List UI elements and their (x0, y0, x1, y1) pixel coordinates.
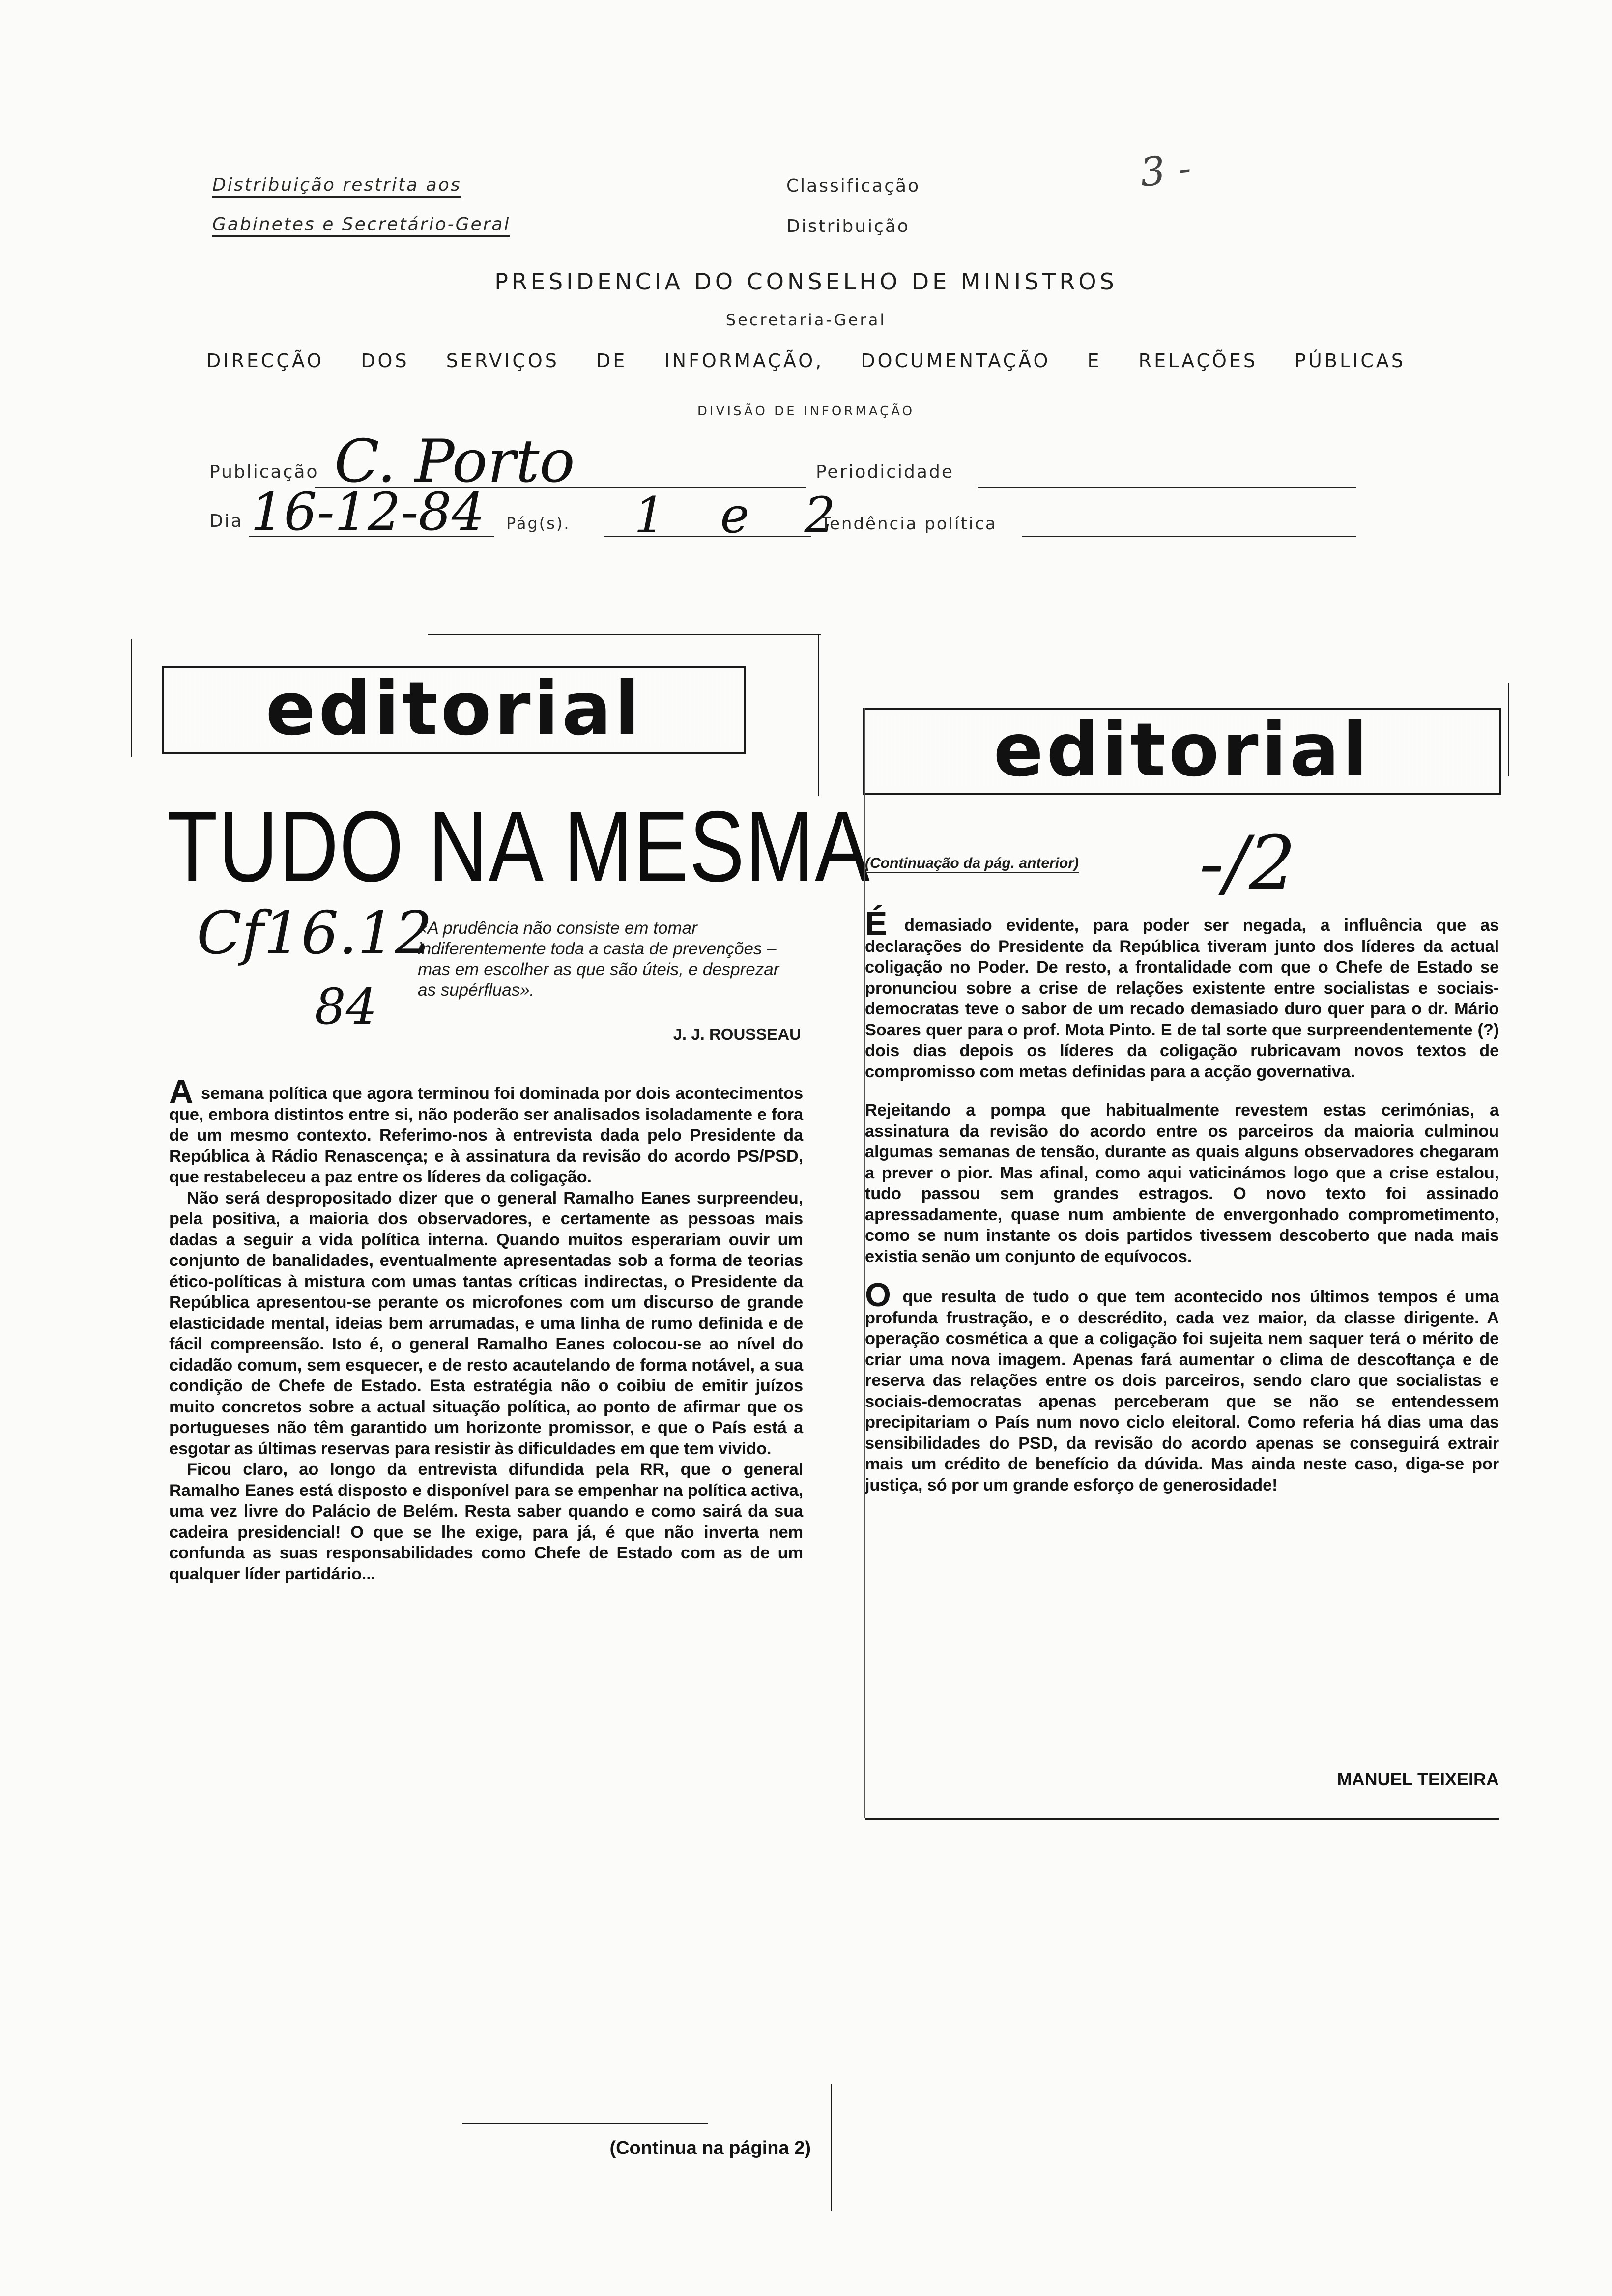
right-paragraph-1-text: demasiado evidente, para poder ser negada, a influência que as declarações do Presidente da República tiveram junto dos líderes da actual coligação no Poder. De resto, a frontalidade com que o Chefe de Estado se pronunciou sobre a crise de relações existente entre socialistas e sociais-democratas teve o sabor de um recado demasiado duro quer para o dr. Mário Soares quer para o prof. Mota Pinto. E de tal sorte que surpreendentemente (?) dois dias depois os líderes da coligação rubricavam novos textos de compromisso com metas definidas para a acção governativa. (865, 916, 1499, 1081)
division-label: DIVISÃO DE INFORMAÇÃO (697, 404, 915, 419)
right-editorial-logo: editorial (865, 714, 1499, 787)
pags-label: Pág(s). (506, 514, 571, 533)
tendencia-label: Tendência política (821, 514, 997, 534)
right-article-body (865, 905, 1499, 1495)
page-handwritten-mark: -/2 (1199, 821, 1296, 906)
directorate-word: DE (596, 350, 628, 372)
pags-value: 1 e 2 (634, 487, 855, 544)
publicacao-value: C. Porto (334, 428, 575, 496)
periodicidade-line (978, 487, 1356, 488)
left-article-body (169, 1073, 803, 1584)
right-editorial-banner (863, 708, 1501, 795)
directorate-word: INFORMAÇÃO, (664, 350, 824, 372)
page-title: PRESIDENCIA DO CONSELHO DE MINISTROS (494, 268, 1118, 295)
corner-handwritten-mark: 3 - (1138, 144, 1193, 196)
left-paragraph-2: Não será despropositado dizer que o general Ramalho Eanes surpreendeu, pela positiva, a maioria dos observadores, e certamente as pessoas mais dadas a seguir a vida política interna. Quando muitos esperariam ouvir um conjunto de banalidades, eventualmente apresentadas sob a forma de teorias ético-políticas à mistura com umas tantas críticas indirectas, o Presidente da República apresentou-se perante os microfones com um discurso de grande elasticidade mental, ideias bem arrumadas, e uma linha de rumo definida e de fácil compreensão. Isto é, o general Ramalho Eanes colocou-se ao nível do cidadão comum, sem esquecer, e de resto acautelando de forma notável, a sua condição de Chefe de Estado. Esta estratégia não o coibiu de emitir juízos muito concretos sobre a actual situação política, ao ponto de afirmar que os portugueses não têm garantido um horizonte promissor, e que o País está a esgotar as últimas reservas para resistir às dificuldades em que tem vivido. (169, 1188, 803, 1458)
left-margin-rule (131, 639, 132, 757)
directorate-word: RELAÇÕES (1138, 350, 1258, 372)
directorate-word: DOCUMENTAÇÃO (861, 350, 1051, 372)
directorate-word: E (1087, 350, 1102, 372)
left-article-top-rule (428, 634, 821, 635)
continuation-note: (Continuação da pág. anterior) (865, 855, 1079, 873)
restricted-distribution-line1: Distribuição restrita aos (212, 175, 461, 198)
right-paragraph-3-text: que resulta de tudo o que tem acontecido nos últimos tempos é uma profunda frustração, e o descrédito, cada vez maior, da classe dirigente. A operação cosmética a que a coligação foi sujeita nem saquer terá o mérito de criar uma nova imagem. Apenas fará aumentar o clima de descoftança e de reserva das relações entre os dois parceiros, sendo claro que socialistas e sociais-democratas apenas perceberam que se não se entendessem precipitariam o País num novo ciclo eleitoral. Como referia há dias uma das sensibilidades do PSD, da revisão do acordo apenas se conseguirá extrair mais um crédito de benefício da dúvida. Mas ainda neste caso, diga-se por justiça, só por um grande esforço de generosidade! (865, 1288, 1499, 1494)
right-paragraph-2: Rejeitando a pompa que habitualmente revestem estas cerimónias, a assinatura da revisão do acordo entre os parceiros da maioria culminou algumas semanas de tensão, durante as quais alguns observadores chegaram a prever o pior. Mas afinal, como aqui vaticinámos logo que a crise estalou, tudo passou sem grandes estragos. O novo texto foi assinado apressadamente, quase num ambiente de envergonhado comprometimento, como se num instante os dois partidos tivessem descoberto que nada mais existia senão um conjunto de equívocos. (865, 1101, 1499, 1266)
restricted-distribution-line2: Gabinetes e Secretário-Geral (212, 214, 510, 237)
continues-note: (Continua na página 2) (609, 2138, 811, 2158)
left-paragraph-1 (169, 1073, 803, 1188)
right-dropcap-3: O (865, 1276, 891, 1314)
directorate-word: PÚBLICAS (1295, 350, 1406, 372)
left-paragraph-1-text: semana política que agora terminou foi dominada por dois acontecimentos que, embora distintos entre si, não poderão ser analisados isoladamente e fora de um mesmo contexto. Referimo-nos à entrevista dada pelo Presidente da República à Rádio Renascença; e à assinatura da revisão do acordo PS/PSD, que restabeleceu a paz entre os líderes da coligação. (169, 1084, 803, 1186)
left-article-right-rule (818, 634, 819, 796)
right-margin-rule (1508, 683, 1509, 776)
handwritten-year-note: 84 (315, 978, 377, 1035)
dia-label: Dia (209, 511, 243, 531)
right-paragraph-1 (865, 905, 1499, 1082)
right-dropcap-1: É (865, 905, 888, 942)
epigraph-author: J. J. ROUSSEAU (673, 1025, 801, 1043)
left-dropcap: A (169, 1073, 193, 1110)
publicacao-label: Publicação (209, 462, 319, 482)
right-article-left-rule (864, 708, 865, 1818)
directorate-line (206, 350, 1406, 372)
article-author: MANUEL TEIXEIRA (1337, 1769, 1499, 1789)
directorate-word: DIRECÇÃO (206, 350, 324, 372)
right-paragraph-3 (865, 1276, 1499, 1495)
directorate-word: SERVIÇOS (446, 350, 559, 372)
periodicidade-label: Periodicidade (816, 462, 954, 482)
right-article-bottom-rule (865, 1818, 1499, 1820)
pags-line (604, 536, 811, 537)
directorate-word: DOS (361, 350, 409, 372)
dia-value: 16-12-84 (251, 482, 485, 542)
classificacao-label: Classificação (786, 176, 921, 196)
tendencia-line (1022, 536, 1356, 537)
left-editorial-banner (162, 666, 746, 754)
distribuicao-label: Distribuição (786, 216, 910, 236)
left-bottom-margin-rule (831, 2084, 832, 2211)
left-article-bottom-rule (462, 2123, 708, 2124)
left-editorial-logo: editorial (164, 672, 744, 746)
handwritten-date-note: Cf16.12 (197, 899, 432, 968)
headline: TUDO NA MESMA (167, 790, 871, 903)
page-subtitle: Secretaria-Geral (725, 311, 887, 329)
dia-line (249, 536, 494, 537)
epigraph: «A prudência não consiste em tomar indiferentemente toda a casta de prevenções – mas em escolher as que são úteis, e desprezar as supérfluas». (418, 918, 779, 1000)
left-paragraph-3: Ficou claro, ao longo da entrevista difundida pela RR, que o general Ramalho Eanes está disposto e disponível para se empenhar na política activa, uma vez livre do Palácio de Belém. Resta saber quando e como sairá da sua cadeira presidencial! O que se lhe exige, para já, é que não inverta nem confunda as suas responsabilidades como Chefe de Estado com as de um qualquer líder partidário... (169, 1460, 803, 1583)
